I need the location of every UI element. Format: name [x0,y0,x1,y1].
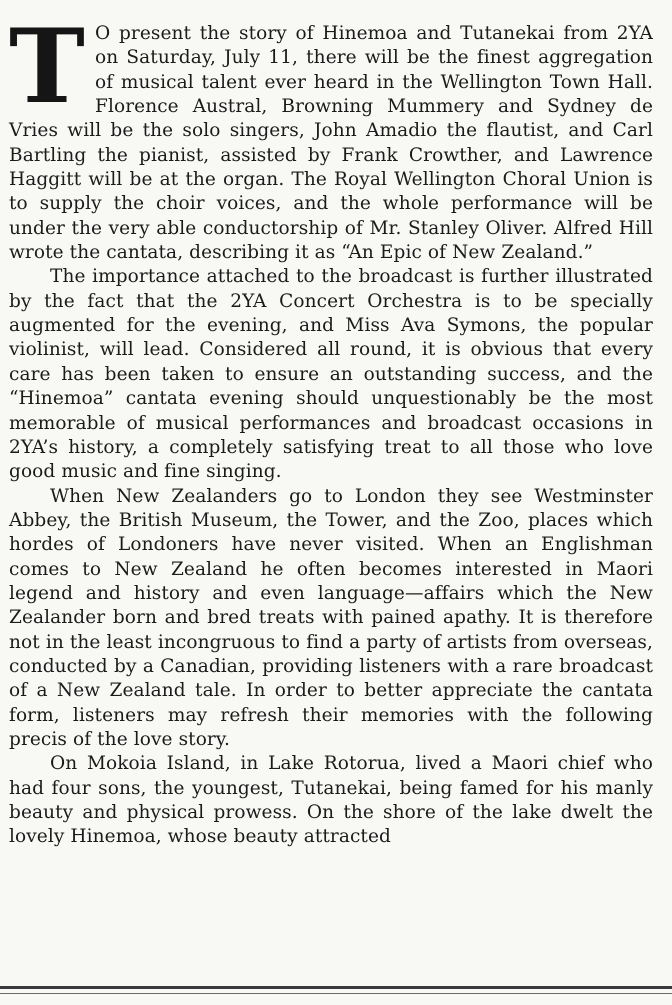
article-paragraph-2: The importance attached to the broadcast is further illustrated by the fact that the 2YA Concert Orchestra is to be specially augmented for the evening, and Miss Ava Symons, the popular violinist, will lead. Considered all round, it is obvious that every care has been taken to ensure an outstanding success, and the “Hinemoa” cantata evening should unquestionably be the most memorable of musical performances and broadcast occasions in 2YA’s history, a completely satisfying treat to all those who love good music and fine singing. [9,266,653,483]
column-end-rule-thin [0,993,672,994]
article-paragraph-3: When New Zealanders go to London they see Westminster Abbey, the British Museum, the Tower, and the Zoo, places which hordes of Londoners have never visited. When an Englishman comes to New Zealand he often becomes interested in Maori legend and history and even language—affairs which the New Zealander born and bred treats with pained apathy. It is therefore not in the least incongruous to find a party of artists from overseas, conducted by a Canadian, providing listeners with a rare broadcast of a New Zealand tale. In order to better appreciate the cantata form, listeners may refresh their memories with the following precis of the love story. [9,485,653,750]
article-paragraph-1 [9,7,653,265]
article-paragraph-4: On Mokoia Island, in Lake Rotorua, lived a Maori chief who had four sons, the youngest, Tutanekai, being famed for his manly beauty and physical prowess. On the shore of the lake dwelt the lovely Hinemoa, whose beauty attracted [9,753,653,848]
article-column [9,7,653,850]
column-end-rule [0,986,672,989]
paragraph-1-text: O present the story of Hinemoa and Tutanekai from 2YA on Saturday, July 11, there will be the finest aggregation of musical talent ever heard in the Wellington Town Hall. Florence Austral, Browning Mummery and Sydney de Vries will be the solo singers, John Amadio the flautist, and Carl Bartling the pianist, assisted by Frank Crowther, and Lawrence Haggitt will be at the organ. The Royal Wellington Choral Union is to supply the choir voices, and the whole performance will be under the very able conductorship of Mr. Stanley Oliver. Alfred Hill wrote the cantata, describing it as “An Epic of New Zealand.” [9,23,653,264]
drop-cap: T [9,7,86,127]
